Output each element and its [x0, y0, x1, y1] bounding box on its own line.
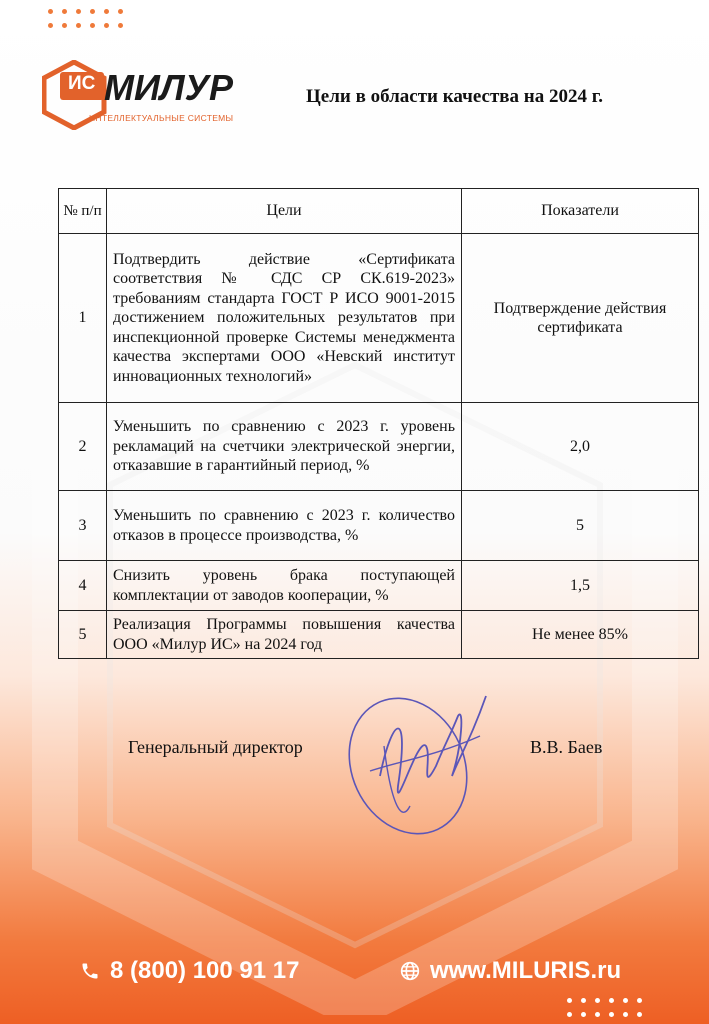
globe-icon	[400, 961, 420, 981]
table-row	[59, 491, 699, 561]
row-goal: Подтвердить действие «Сертификата соответствия № СДС СР СК.619-2023» требованиям стандарта ГОСТ Р ИСО 9001-2015 достижением положительных результатов при инспекционной проверке Системы менеджмента качества экспертами ООО «Невский институт инновационных технологий»	[107, 234, 462, 403]
logo-mark: ИС	[68, 73, 96, 94]
table-row	[59, 234, 699, 403]
decorative-dots-bottom	[567, 998, 642, 1017]
row-number: 2	[59, 403, 107, 491]
row-indicator: Не менее 85%	[462, 611, 699, 659]
table-row	[59, 403, 699, 491]
document-title: Цели в области качества на 2024 г.	[306, 86, 603, 107]
table-row	[59, 611, 699, 659]
row-indicator: 5	[462, 491, 699, 561]
company-logo	[42, 60, 252, 130]
header-indicators: Показатели	[462, 189, 699, 234]
director-signature	[340, 676, 500, 836]
company-subtitle: ИНТЕЛЛЕКТУАЛЬНЫЕ СИСТЕМЫ	[89, 113, 234, 123]
row-goal: Снизить уровень брака поступающей комплектации от заводов кооперации, %	[107, 561, 462, 611]
phone-number: 8 (800) 100 91 17	[110, 957, 300, 984]
signatory-name: В.В. Баев	[530, 737, 603, 757]
header-goals: Цели	[107, 189, 462, 234]
company-name: МИЛУР	[104, 67, 234, 108]
quality-goals-table	[58, 188, 699, 659]
decorative-dots-top	[48, 9, 123, 28]
table-row	[59, 561, 699, 611]
row-indicator: Подтверждение действия сертификата	[462, 234, 699, 403]
row-indicator: 2,0	[462, 403, 699, 491]
row-number: 1	[59, 234, 107, 403]
row-goal: Уменьшить по сравнению с 2023 г. количество отказов в процессе производства, %	[107, 491, 462, 561]
header-number: № п/п	[59, 189, 107, 234]
table-header-row	[59, 189, 699, 234]
footer-phone[interactable]	[80, 957, 299, 985]
footer-website[interactable]	[400, 957, 621, 985]
signatory-position: Генеральный директор	[128, 737, 303, 757]
row-number: 4	[59, 561, 107, 611]
row-goal: Уменьшить по сравнению с 2023 г. уровень рекламаций на счетчики электрической энергии, отказавшие в гарантийный период, %	[107, 403, 462, 491]
row-number: 3	[59, 491, 107, 561]
row-number: 5	[59, 611, 107, 659]
row-indicator: 1,5	[462, 561, 699, 611]
phone-icon	[80, 961, 100, 981]
row-goal: Реализация Программы повышения качества ООО «Милур ИС» на 2024 год	[107, 611, 462, 659]
website-url: www.MILURIS.ru	[430, 957, 622, 984]
